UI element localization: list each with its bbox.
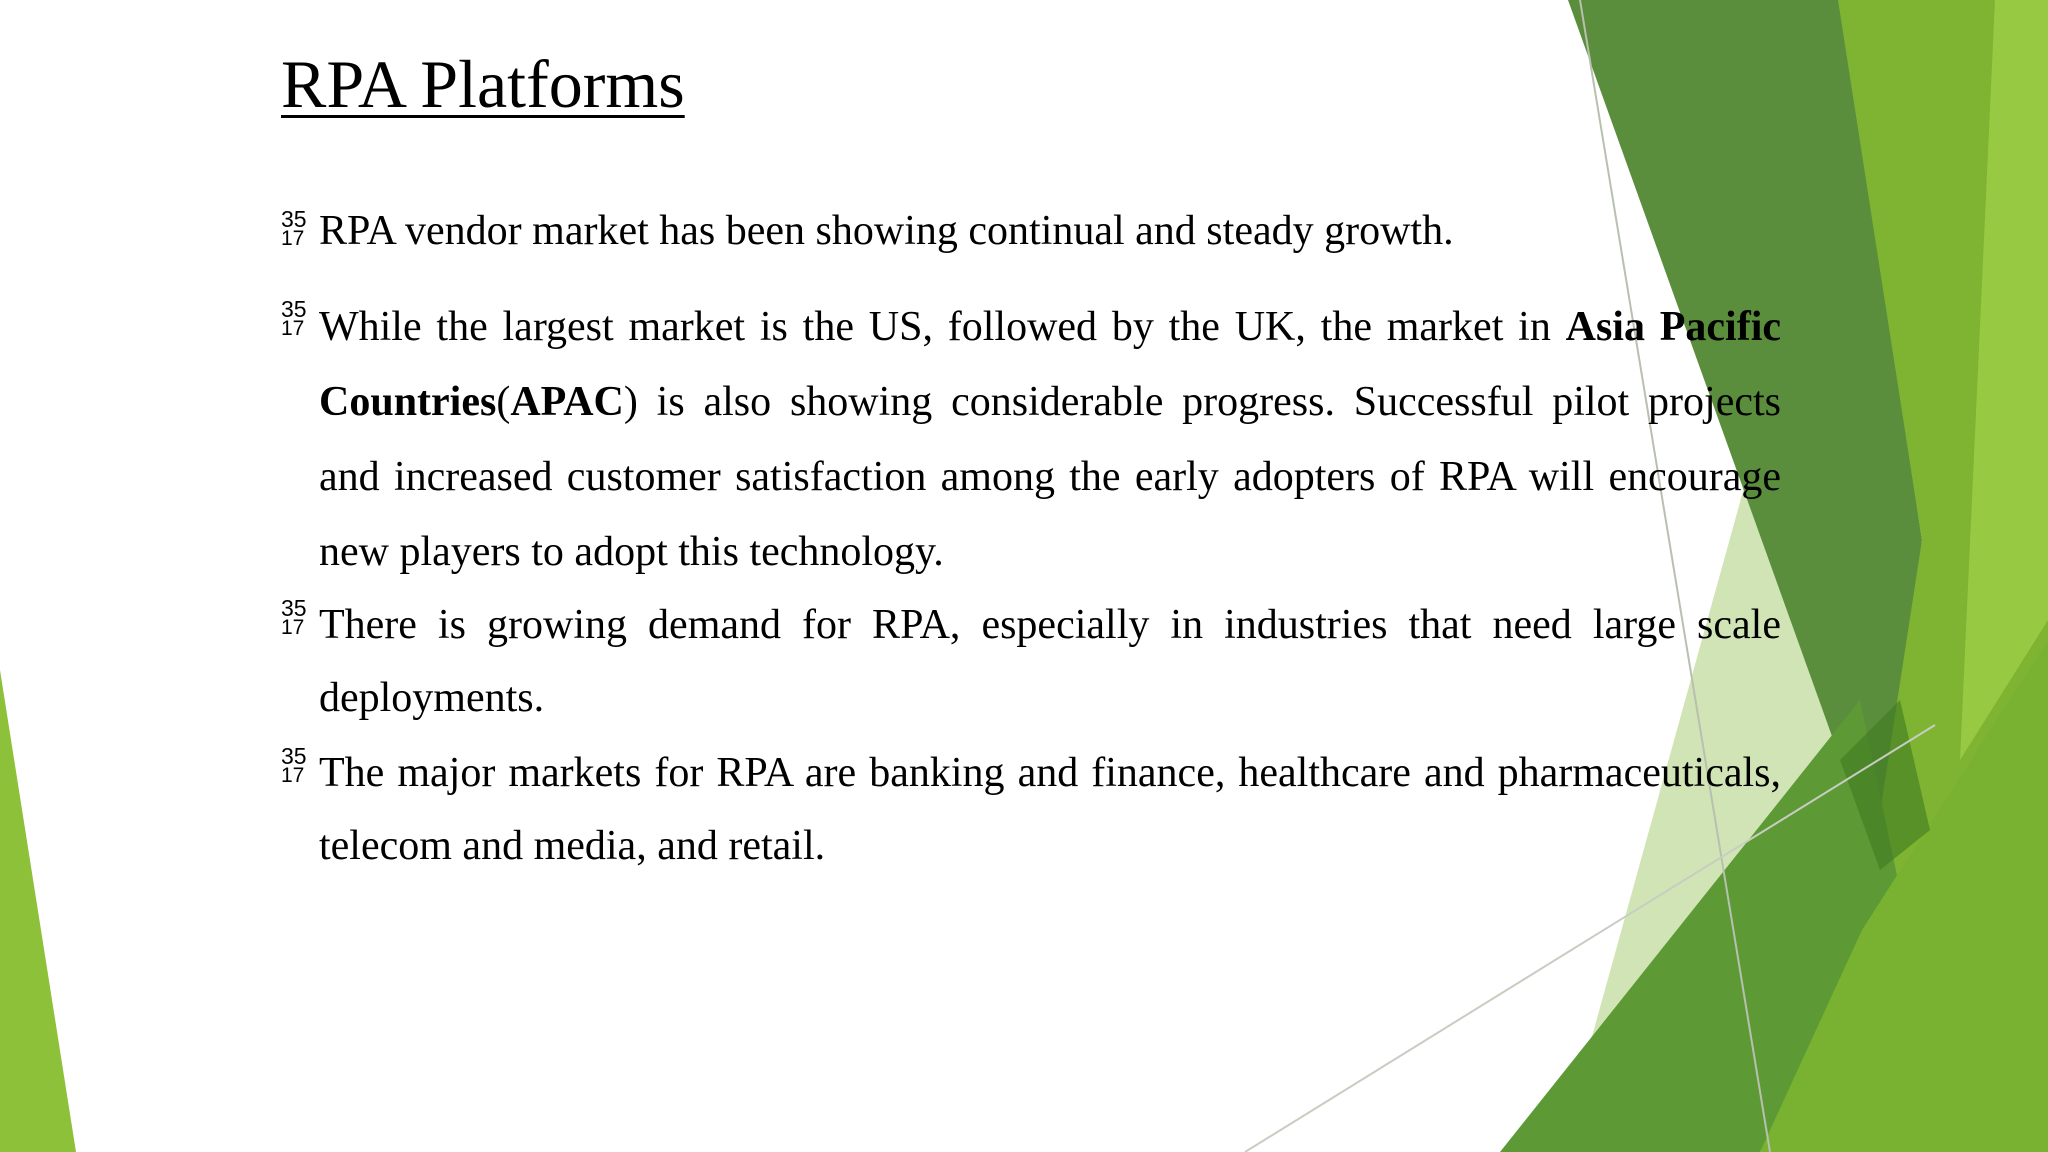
left-green-sliver	[0, 670, 76, 1152]
bullet-text-part: (	[496, 379, 511, 425]
bold-region-name: Asia Pacific Countries	[319, 304, 1782, 425]
bullet-marker-top: 35	[281, 206, 307, 232]
bullet-marker-bottom: 17	[281, 764, 305, 787]
bullet-text: There is growing demand for RPA, especially in industries that need large scale deployments.	[319, 602, 1781, 721]
bullet-marker	[281, 743, 313, 787]
slide-title: RPA Platforms	[281, 46, 685, 122]
bullet-marker-bottom: 17	[281, 616, 305, 639]
bullet-text-part: While the largest market is the US, followed by the UK, the market in	[319, 304, 1566, 350]
bold-abbreviation: APAC	[510, 379, 624, 425]
bullet-marker-top: 35	[281, 296, 307, 322]
bullet-marker-top: 35	[281, 743, 307, 769]
bullet-text: The major markets for RPA are banking and finance, healthcare and pharmaceuticals, telecom and media, and retail.	[319, 750, 1781, 869]
bullet-text-part: ) is also showing considerable progress. Successful pilot projects and increased customer satisfaction among the early adopters of RPA will encourage new players to adopt this technology.	[319, 379, 1781, 575]
bullet-marker	[281, 595, 313, 639]
bullet-marker-bottom: 17	[281, 317, 305, 340]
bullet-marker	[281, 206, 313, 250]
bullet-marker	[281, 296, 313, 340]
bullet-text: RPA vendor market has been showing continual and steady growth.	[319, 208, 1454, 254]
bullet-text	[319, 290, 1781, 590]
bullet-marker-top: 35	[281, 595, 307, 621]
bullet-marker-bottom: 17	[281, 227, 305, 250]
